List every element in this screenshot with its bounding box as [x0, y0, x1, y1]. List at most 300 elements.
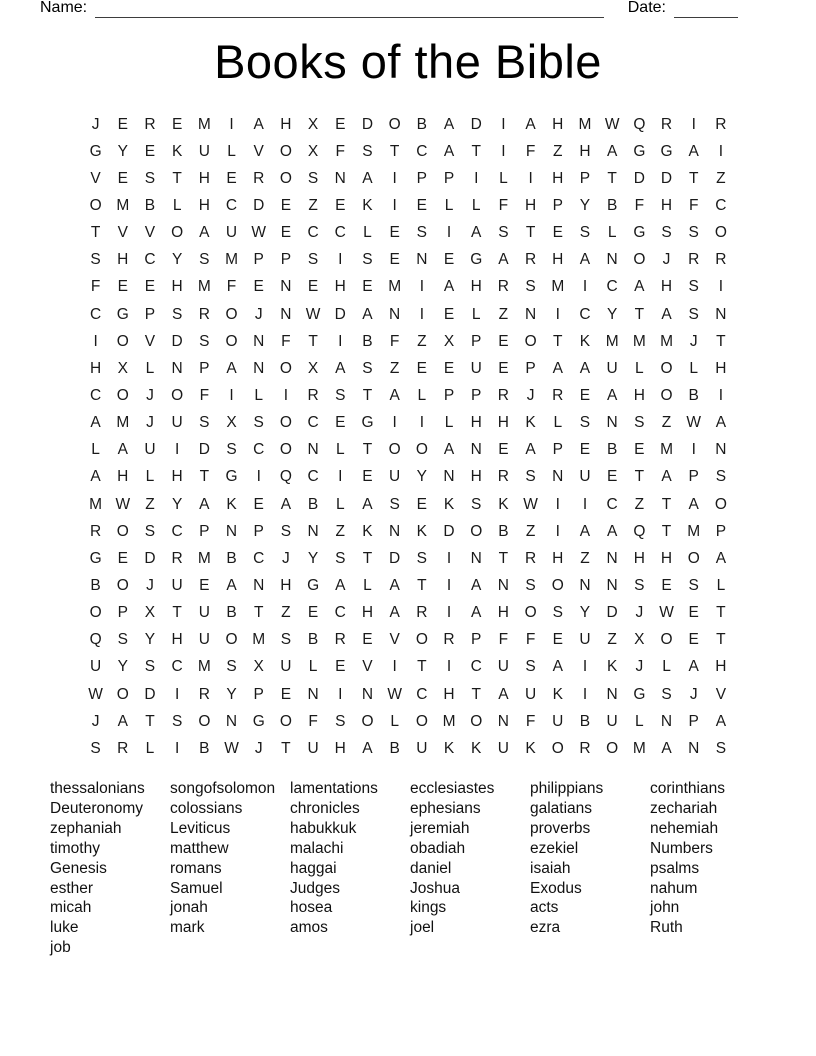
grid-letter: H: [633, 386, 645, 404]
grid-letter: M: [442, 712, 456, 730]
grid-letter: A: [715, 414, 727, 432]
grid-letter: G: [252, 712, 265, 730]
page-title: Books of the Bible: [214, 35, 602, 88]
grid-row: [82, 464, 735, 491]
grid-letter: R: [715, 115, 727, 133]
grid-letter: S: [715, 468, 727, 486]
grid-letter: E: [362, 631, 373, 649]
grid-letter: U: [171, 576, 183, 594]
grid-letter: L: [145, 739, 155, 757]
grid-letter: A: [471, 576, 482, 594]
grid-letter: Z: [389, 359, 400, 377]
grid-letter: Q: [633, 522, 646, 540]
grid-letter: S: [280, 631, 292, 649]
grid-letter: C: [144, 251, 156, 269]
grid-letter: H: [497, 604, 509, 622]
word-list-item: joel: [410, 919, 435, 937]
grid-letter: L: [444, 196, 454, 214]
grid-row: [82, 491, 735, 518]
grid-letter: A: [688, 495, 699, 513]
grid-letter: S: [688, 576, 699, 594]
grid-letter: L: [716, 576, 726, 594]
grid-letter: O: [633, 251, 646, 269]
grid-letter: T: [362, 549, 373, 567]
grid-letter: V: [144, 332, 156, 350]
grid-letter: K: [552, 685, 563, 703]
grid-letter: H: [497, 414, 509, 432]
word-list-item: jonah: [170, 899, 208, 917]
word-list-item: matthew: [170, 839, 229, 857]
grid-letter: T: [498, 549, 509, 567]
word-list-item: amos: [290, 919, 328, 937]
grid-letter: G: [633, 142, 646, 160]
grid-letter: S: [579, 224, 591, 242]
grid-letter: U: [307, 739, 319, 757]
grid-letter: X: [307, 115, 319, 133]
grid-letter: R: [497, 278, 509, 296]
grid-letter: I: [256, 468, 261, 486]
grid-letter: O: [279, 441, 292, 459]
grid-letter: G: [361, 414, 374, 432]
grid-letter: E: [117, 549, 128, 567]
grid-letter: G: [225, 468, 238, 486]
grid-letter: V: [117, 224, 128, 242]
grid-letter: U: [225, 224, 238, 242]
grid-letter: H: [443, 685, 455, 703]
grid-letter: L: [172, 196, 182, 214]
word-list-item: micah: [50, 899, 92, 917]
grid-letter: B: [307, 631, 319, 649]
word-list-item: thessalonians: [50, 780, 145, 797]
grid-letter: I: [718, 386, 724, 404]
grid-letter: B: [606, 196, 618, 214]
grid-letter: T: [362, 441, 373, 459]
word-list-item: zechariah: [650, 799, 718, 817]
grid-letter: S: [144, 522, 156, 540]
grid-letter: H: [198, 169, 210, 187]
grid-letter: K: [471, 739, 482, 757]
grid-letter: O: [116, 685, 129, 703]
grid-letter: N: [389, 305, 401, 323]
grid-letter: R: [198, 685, 210, 703]
grid-letter: L: [635, 712, 644, 730]
grid-letter: X: [144, 604, 156, 622]
grid-letter: S: [362, 251, 373, 269]
grid-letter: R: [117, 739, 129, 757]
grid-letter: O: [470, 522, 483, 540]
grid-letter: E: [579, 441, 591, 459]
grid-letter: A: [389, 604, 400, 622]
grid-letter: O: [524, 332, 537, 350]
grid-letter: E: [117, 278, 128, 296]
grid-row: [82, 192, 735, 219]
grid-letter: I: [338, 685, 343, 703]
grid-letter: W: [686, 414, 702, 432]
grid-letter: E: [144, 142, 156, 160]
grid-letter: M: [660, 332, 673, 350]
grid-letter: R: [497, 386, 509, 404]
grid-letter: W: [523, 495, 538, 513]
grid-letter: Y: [117, 142, 128, 160]
grid-letter: O: [116, 522, 129, 540]
grid-letter: V: [362, 658, 373, 676]
grid-letter: E: [335, 115, 346, 133]
grid-letter: W: [659, 604, 674, 622]
grid-letter: U: [144, 441, 156, 459]
grid-letter: C: [89, 386, 102, 404]
grid-letter: A: [688, 142, 699, 160]
grid-letter: B: [144, 196, 156, 214]
grid-letter: A: [389, 576, 400, 594]
grid-letter: E: [443, 359, 455, 377]
grid-letter: N: [660, 712, 673, 730]
grid-letter: J: [689, 332, 698, 350]
grid-letter: B: [362, 332, 373, 350]
grid-letter: S: [579, 414, 591, 432]
grid-letter: S: [715, 739, 727, 757]
grid-letter: F: [90, 278, 101, 296]
grid-letter: P: [443, 169, 455, 187]
grid-letter: L: [553, 414, 563, 432]
grid-letter: U: [497, 739, 509, 757]
grid-letter: P: [552, 196, 563, 214]
grid-letter: R: [334, 631, 346, 649]
grid-letter: S: [90, 739, 101, 757]
grid-letter: R: [307, 386, 319, 404]
grid-letter: E: [307, 604, 319, 622]
grid-letter: E: [443, 251, 455, 269]
grid-letter: I: [555, 495, 560, 513]
word-list-column: [650, 779, 770, 958]
grid-letter: L: [662, 658, 671, 676]
grid-letter: R: [497, 468, 509, 486]
grid-letter: S: [525, 658, 536, 676]
word-list-item: romans: [170, 859, 222, 877]
grid-letter: A: [199, 495, 210, 513]
grid-letter: S: [90, 251, 101, 269]
grid-letter: H: [633, 549, 645, 567]
grid-letter: W: [224, 739, 239, 757]
grid-letter: H: [552, 549, 564, 567]
grid-letter: O: [116, 576, 129, 594]
grid-letter: A: [362, 305, 373, 323]
grid-letter: A: [280, 495, 292, 513]
grid-letter: O: [225, 631, 238, 649]
grid-letter: I: [175, 441, 180, 459]
grid-letter: S: [525, 576, 536, 594]
grid-letter: K: [525, 414, 536, 432]
grid-letter: T: [471, 685, 481, 703]
grid-letter: I: [446, 576, 452, 594]
grid-letter: S: [416, 224, 428, 242]
grid-letter: A: [471, 604, 482, 622]
grid-letter: A: [362, 739, 373, 757]
grid-letter: I: [93, 332, 98, 350]
grid-letter: H: [334, 278, 346, 296]
word-list-item: luke: [50, 919, 79, 937]
word-list-item: galatians: [530, 799, 593, 817]
grid-letter: B: [389, 739, 400, 757]
grid-letter: I: [229, 386, 234, 404]
grid-letter: S: [362, 142, 373, 160]
word-list-item: esther: [50, 879, 94, 897]
grid-letter: T: [90, 224, 101, 242]
grid-letter: L: [335, 441, 345, 459]
grid-letter: K: [362, 522, 373, 540]
grid-letter: M: [225, 251, 238, 269]
grid-letter: C: [606, 278, 618, 296]
grid-letter: Z: [580, 549, 590, 567]
grid-row: [82, 382, 735, 409]
grid-letter: A: [634, 278, 645, 296]
grid-letter: M: [116, 414, 130, 432]
grid-letter: N: [307, 441, 319, 459]
grid-letter: H: [552, 169, 564, 187]
grid-letter: I: [718, 142, 724, 160]
grid-letter: D: [144, 549, 156, 567]
grid-letter: S: [335, 549, 346, 567]
grid-letter: A: [117, 441, 128, 459]
grid-letter: I: [338, 332, 343, 350]
grid-letter: H: [524, 196, 537, 214]
grid-letter: C: [334, 604, 346, 622]
grid-letter: O: [89, 196, 102, 214]
grid-letter: C: [416, 685, 428, 703]
grid-letter: A: [661, 305, 672, 323]
grid-letter: C: [470, 658, 482, 676]
grid-letter: D: [253, 196, 265, 214]
grid-letter: T: [525, 224, 536, 242]
grid-letter: E: [634, 441, 645, 459]
grid-letter: S: [688, 305, 699, 323]
grid-letter: I: [501, 142, 506, 160]
grid-letter: H: [470, 278, 482, 296]
grid-letter: W: [115, 495, 131, 513]
grid-letter: O: [388, 115, 401, 133]
word-list-item: john: [650, 899, 680, 917]
grid-row: [82, 627, 735, 654]
grid-letter: J: [254, 739, 263, 757]
word-list-item: jeremiah: [410, 819, 470, 837]
word-list-item: malachi: [290, 839, 344, 857]
grid-letter: A: [443, 142, 455, 160]
grid-letter: S: [389, 495, 400, 513]
word-list-item: Leviticus: [170, 819, 231, 837]
grid-letter: B: [226, 549, 237, 567]
grid-letter: N: [470, 549, 482, 567]
grid-letter: X: [634, 631, 645, 649]
grid-letter: R: [552, 386, 564, 404]
grid-letter: P: [144, 305, 156, 323]
grid-letter: M: [605, 332, 619, 350]
grid-letter: T: [281, 739, 291, 757]
grid-letter: R: [715, 251, 727, 269]
grid-letter: B: [579, 712, 591, 730]
grid-letter: A: [552, 359, 563, 377]
grid-letter: X: [253, 658, 264, 676]
grid-letter: H: [171, 468, 183, 486]
grid-letter: J: [91, 115, 100, 133]
grid-letter: H: [660, 196, 673, 214]
grid-letter: C: [579, 305, 591, 323]
grid-letter: Y: [579, 604, 591, 622]
grid-letter: E: [416, 196, 428, 214]
grid-letter: M: [687, 522, 701, 540]
grid-letter: P: [688, 712, 699, 730]
grid-letter: C: [606, 495, 618, 513]
grid-letter: D: [633, 169, 645, 187]
name-line: [95, 2, 604, 18]
grid-letter: H: [361, 604, 374, 622]
grid-letter: E: [661, 576, 672, 594]
word-list-item: Joshua: [410, 879, 460, 897]
grid-letter: E: [117, 115, 128, 133]
grid-letter: P: [471, 332, 482, 350]
grid-letter: A: [579, 251, 591, 269]
grid-letter: I: [446, 549, 452, 567]
grid-letter: E: [498, 441, 509, 459]
grid-letter: K: [443, 739, 455, 757]
grid-letter: R: [253, 169, 265, 187]
grid-letter: M: [116, 196, 130, 214]
grid-letter: Z: [335, 522, 346, 540]
grid-row: [82, 437, 735, 464]
grid-letter: N: [280, 278, 292, 296]
grid-letter: L: [471, 305, 481, 323]
grid-letter: L: [607, 224, 617, 242]
grid-letter: D: [171, 332, 183, 350]
grid-letter: N: [524, 305, 537, 323]
grid-letter: L: [145, 468, 155, 486]
grid-letter: T: [716, 332, 726, 350]
grid-row: [82, 708, 735, 735]
grid-letter: B: [226, 604, 237, 622]
word-list-item: Exodus: [530, 879, 582, 897]
grid-letter: I: [392, 196, 397, 214]
grid-letter: V: [144, 224, 156, 242]
grid-letter: F: [525, 712, 536, 730]
grid-letter: O: [660, 359, 673, 377]
grid-letter: R: [524, 251, 537, 269]
grid-letter: B: [90, 576, 101, 594]
grid-row: [82, 138, 735, 165]
grid-letter: H: [280, 576, 292, 594]
grid-letter: H: [117, 251, 129, 269]
grid-letter: O: [279, 169, 292, 187]
grid-letter: Z: [716, 169, 726, 187]
grid-letter: L: [689, 359, 699, 377]
grid-row: [82, 545, 735, 572]
grid-letter: U: [552, 712, 564, 730]
grid-letter: L: [499, 169, 508, 187]
grid-letter: R: [524, 549, 537, 567]
grid-letter: B: [416, 115, 428, 133]
grid-letter: E: [552, 224, 563, 242]
grid-letter: Z: [553, 142, 563, 160]
grid-letter: E: [335, 414, 346, 432]
grid-letter: J: [689, 685, 698, 703]
grid-letter: O: [415, 631, 428, 649]
grid-letter: O: [714, 495, 727, 513]
grid-letter: A: [579, 522, 591, 540]
grid-letter: N: [552, 468, 564, 486]
grid-letter: W: [251, 224, 267, 242]
grid-letter: A: [226, 359, 237, 377]
word-list-item: obadiah: [410, 839, 466, 857]
grid-letter: C: [307, 224, 319, 242]
grid-letter: T: [172, 169, 182, 187]
word-list-item: Samuel: [170, 879, 223, 897]
word-list-item: acts: [530, 899, 559, 917]
grid-letter: O: [714, 224, 727, 242]
grid-letter: V: [253, 142, 264, 160]
grid-letter: E: [253, 495, 264, 513]
grid-letter: L: [254, 386, 264, 404]
grid-letter: I: [338, 251, 343, 269]
grid-row: [82, 355, 735, 382]
grid-letter: G: [633, 224, 646, 242]
grid-letter: P: [280, 251, 292, 269]
grid-letter: N: [253, 576, 265, 594]
grid-letter: E: [144, 278, 156, 296]
grid-letter: L: [390, 712, 399, 730]
grid-letter: O: [279, 359, 292, 377]
grid-letter: L: [363, 224, 372, 242]
grid-letter: E: [117, 169, 128, 187]
grid-letter: K: [606, 658, 618, 676]
grid-letter: M: [89, 495, 103, 513]
grid-letter: H: [280, 115, 292, 133]
word-list-column: [530, 779, 650, 958]
word-list-item: daniel: [410, 859, 452, 877]
grid-letter: A: [443, 441, 455, 459]
grid-row: [82, 654, 735, 681]
grid-letter: V: [90, 169, 101, 187]
grid-letter: E: [688, 631, 699, 649]
word-list-item: habukkuk: [290, 819, 357, 837]
grid-letter: A: [362, 169, 373, 187]
grid-letter: I: [175, 739, 180, 757]
grid-letter: P: [117, 604, 128, 622]
grid-letter: D: [334, 305, 346, 323]
word-list-item: songofsolomon: [170, 780, 276, 797]
grid-letter: O: [415, 712, 428, 730]
grid-letter: E: [498, 332, 509, 350]
grid-letter: I: [582, 495, 588, 513]
grid-letter: T: [553, 332, 563, 350]
grid-letter: K: [416, 522, 428, 540]
name-label: Name:: [40, 0, 88, 16]
grid-letter: T: [253, 604, 264, 622]
grid-letter: H: [171, 631, 183, 649]
grid-letter: A: [443, 278, 455, 296]
grid-letter: O: [687, 549, 700, 567]
grid-letter: O: [279, 712, 292, 730]
grid-letter: X: [443, 332, 455, 350]
grid-letter: A: [389, 386, 400, 404]
grid-letter: N: [715, 305, 727, 323]
grid-letter: B: [498, 522, 509, 540]
grid-letter: J: [254, 305, 263, 323]
grid-letter: J: [635, 604, 644, 622]
grid-letter: D: [361, 115, 374, 133]
grid-letter: I: [419, 414, 424, 432]
grid-letter: E: [606, 468, 618, 486]
grid-letter: O: [660, 631, 673, 649]
word-list-item: job: [50, 939, 71, 957]
grid-letter: Q: [633, 115, 646, 133]
grid-letter: D: [660, 169, 673, 187]
